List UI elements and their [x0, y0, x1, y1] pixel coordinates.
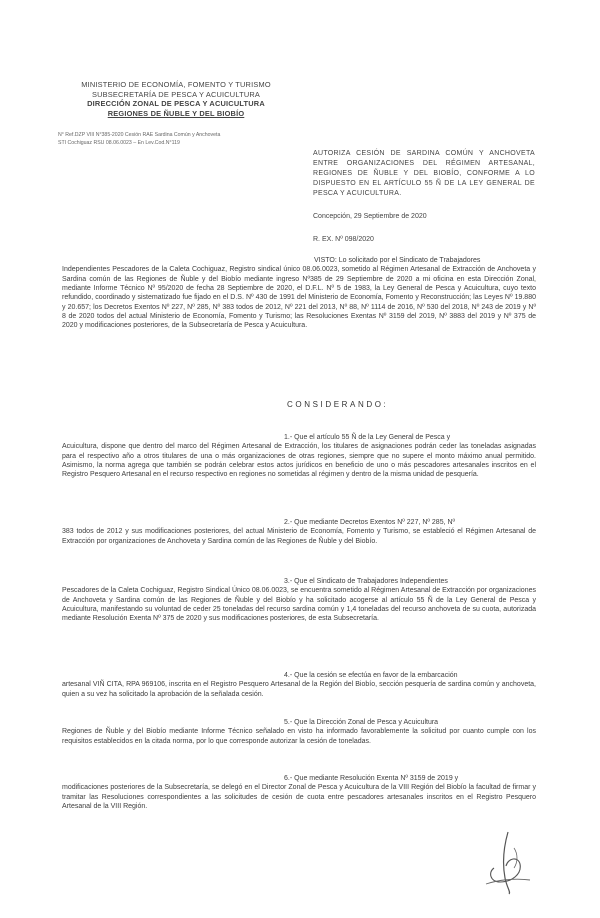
visto-body: Independientes Pescadores de la Caleta Cochiguaz, Registro sindical único 08.06.0023, sometido al Régimen Artesanal de Extracción de Anchoveta y Sardina común de las Regiones de Ñuble y del Biobío mediante ingreso Nº385 de 29 Septiembre de 2020 a mi oficina en esta Dirección Zonal, mediante Informe Técnico Nº 95/2020 de fecha 28 Septiembre de 2020, el D.F.L. Nº 5 de 1983, la Ley General de Pesca y Acuicultura, cuyo texto refundido, coordinado y sistematizado fue fijado en el D.S. Nº 430 de 1991 del Ministerio de Economía, Fomento y Reconstrucción; las Leyes Nº 19.880 y 20.657; los Decretos Exentos Nº 227, Nº 285, Nº 383 todos de 2012, Nº 221 del 2013, Nº 88, Nº 1114 de 2016, Nº 530 del 2018, Nº 243 de 2019 y Nº 8 de 2020 todos del actual Ministerio de Economía, Fomento y Turismo; las Resoluciones Exentas Nº 3159 del 2019, Nº 3883 del 2019 y Nº 375 de 2020 y modificaciones posteriores, de la Subsecretaría de Pesca y Acuicultura. — [62, 266, 536, 330]
undersecretariat-line: SUBSECRETARÍA DE PESCA Y ACUICULTURA — [91, 89, 261, 99]
paragraph-lead: 3.- Que el Sindicato de Trabajadores Independientes — [284, 578, 448, 585]
considerando-title: CONSIDERANDO: — [287, 400, 389, 409]
visto-section — [62, 256, 536, 331]
reference-line-2: STI Cochiguaz RSU 08.06.0023 – En Lev.Cod.N°119 — [58, 140, 180, 146]
reference-block — [58, 131, 308, 147]
paragraph-body: Regiones de Ñuble y del Biobío mediante Informe Técnico señalado en visto ha informado favorablemente la solicitud por cuanto cumple con los requisitos establecidos en la citada norma, por lo que corresponde autorizar la cesión de toneladas. — [62, 728, 536, 745]
resolution-subject: AUTORIZA CESIÓN DE SARDINA COMÚN Y ANCHOVETA ENTRE ORGANIZACIONES DEL RÉGIMEN ARTESANAL, REGIONES DE ÑUBLE Y DEL BIOBÍO, CONFORME A LO DISPUESTO EN EL ARTÍCULO 55 Ñ DE LA LEY GENERAL DE PESCA Y ACUICULTURA. — [313, 150, 535, 197]
visto-lead: VISTO: Lo solicitado por el Sindicato de Trabajadores — [314, 257, 481, 264]
paragraph-body: Acuicultura, dispone que dentro del marco del Régimen Artesanal de Extracción, los titulares de asignaciones podrán ceder las toneladas asignadas para el respectivo año a otros titulares de una o más organizaciones de otras regiones, siempre que no supere el monto máximo anual permitido. Asimismo, la norma agrega que también se podrán celebrar estos actos jurídicos en beneficio de uno o más pescadores artesanales inscritos en el Registro Pesquero Artesanal en el recurso respectivo en regiones no sometidas al régimen y dentro de la misma unidad de pesquería. — [62, 443, 536, 479]
resolution-number: R. EX. Nº 098/2020 — [313, 236, 374, 243]
place-date: Concepción, 29 Septiembre de 2020 — [313, 213, 427, 220]
paragraph-lead: 1.- Que el artículo 55 Ñ de la Ley General de Pesca y — [284, 434, 451, 441]
paragraph-lead: 2.- Que mediante Decretos Exentos Nº 227, Nº 285, Nº — [284, 519, 456, 526]
zonal-direction-line: DIRECCIÓN ZONAL DE PESCA Y ACUICULTURA — [87, 99, 265, 109]
considerando-paragraph-1 — [62, 433, 536, 480]
considerando-paragraph-4 — [62, 671, 536, 699]
paragraph-body: Pescadores de la Caleta Cochiguaz, Registro Sindical Único 08.06.0023, se encuentra sometido al Régimen Artesanal de Extracción por organizaciones de Anchoveta y Sardina común de las Regiones de Ñuble y del Biobío y ha solicitado acogerse al artículo 55 Ñ de la Ley General de Pesca y Acuicultura, manifestando su voluntad de ceder 25 toneladas del recurso sardina común y 1,4 toneladas del recurso anchoveta de su cuota, autorizada mediante Resolución Exenta Nº 375 de 2020 y sus modificaciones posteriores, de esta Subsecretaría. — [62, 587, 536, 623]
considerando-paragraph-5 — [62, 718, 536, 746]
paragraph-lead: 4.- Que la cesión se efectúa en favor de la embarcación — [284, 672, 458, 679]
paragraph-lead: 6.- Que mediante Resolución Exenta Nº 3159 de 2019 y — [284, 775, 459, 782]
regions-line: REGIONES DE ÑUBLE Y DEL BIOBÍO — [107, 108, 245, 118]
paragraph-body: artesanal VIÑ CITA, RPA 969106, inscrita en el Registro Pesquero Artesanal de la Región del Biobío, sección pesquería de sardina común y anchoveta, quien a su vez ha solicitado la aprobación de la señalada cesión. — [62, 681, 536, 698]
handwritten-signature — [478, 828, 536, 896]
paragraph-lead: 5.- Que la Dirección Zonal de Pesca y Acuicultura — [284, 719, 439, 726]
reference-line-1: N° Ref.DZP VIII N°385-2020 Cesión RAE Sardina Común y Anchoveta — [58, 132, 221, 138]
considerando-paragraph-3 — [62, 577, 536, 624]
considerando-paragraph-2 — [62, 518, 536, 546]
considerando-paragraph-6 — [62, 774, 536, 811]
letterhead — [66, 80, 286, 118]
ministry-line: MINISTERIO DE ECONOMÍA, FOMENTO Y TURISMO — [81, 80, 271, 89]
paragraph-body: modificaciones posteriores de la Subsecretaría, se delegó en el Director Zonal de Pesca y Acuicultura de la VIII Región del Biobío la facultad de firmar y tramitar las Resoluciones correspondientes a las solicitudes de cesión de cuota entre pescadores artesanales inscritos en el Registro Pesquero Artesanal de la VIII Región. — [62, 784, 536, 811]
paragraph-body: 383 todos de 2012 y sus modificaciones posteriores, del actual Ministerio de Economía, Fomento y Turismo, se estableció el Régimen Artesanal de Extracción por organizaciones de Anchoveta y Sardina común de las Regiones de Ñuble y del Biobío. — [62, 528, 536, 545]
